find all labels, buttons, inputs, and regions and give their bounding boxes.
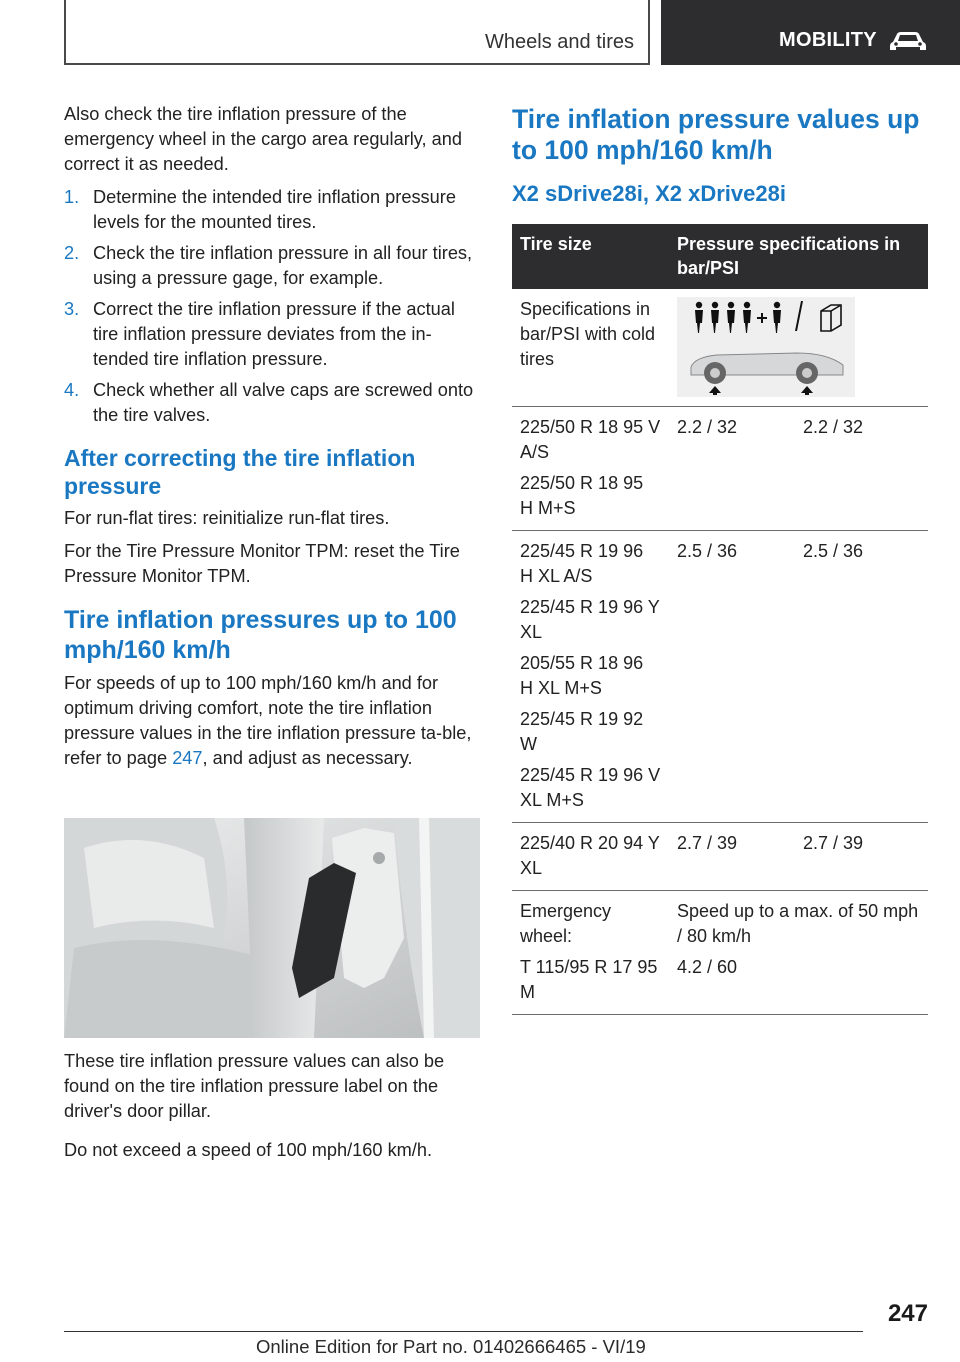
list-item-number: 2. — [64, 243, 80, 263]
table-row — [512, 823, 928, 891]
front-pressure-cell: 2.7 / 39 — [669, 823, 795, 891]
tire-size-cell — [512, 531, 669, 823]
car-icon — [889, 29, 927, 53]
tpm-paragraph: For the Tire Pressure Monitor TPM: reset the Tire Pressure Monitor TPM. — [64, 541, 460, 586]
emergency-wheel-label: Emergency wheel: — [520, 901, 612, 946]
footer-edition: Online Edition for Part no. 01402666465 - VI/19 — [256, 1336, 646, 1357]
occupants-luggage-icon — [677, 297, 855, 397]
pressure-table — [512, 224, 928, 1015]
left-column — [64, 102, 482, 779]
table-header-row — [512, 224, 928, 289]
list-item-number: 1. — [64, 187, 80, 207]
header-chapter-tab[interactable] — [661, 0, 960, 65]
rear-pressure-cell: 2.2 / 32 — [795, 407, 928, 531]
tire-size: 225/50 R 18 95 H M+S — [520, 473, 644, 518]
paragraph-text: , and adjust as necessary. — [202, 748, 413, 768]
paragraph-text: For speeds of up to 100 mph/160 km/h and for optimum driving comfort, note the tire inflation pressure values in the tire inflation pressure ta‐ble, refer to page — [64, 673, 472, 768]
pressure-values-heading: Tire inflation pressure values up to 100 mph/160 km/h — [512, 104, 920, 165]
tire-size: 225/40 R 20 94 Y XL — [520, 833, 660, 878]
tire-size: 205/55 R 18 96 H XL M+S — [520, 653, 644, 698]
left-column-lower — [64, 1049, 482, 1171]
rear-pressure-cell: 2.5 / 36 — [795, 531, 928, 823]
right-column — [512, 104, 928, 1015]
list-item — [64, 297, 482, 372]
table-row — [512, 531, 928, 823]
list-item — [64, 241, 482, 291]
column-header-pressure: Pressure specifications in bar/PSI — [669, 224, 928, 289]
list-item — [64, 378, 482, 428]
table-row — [512, 407, 928, 531]
list-item-text: Check the tire inflation pressure in all four tires, using a pressure gage, for example. — [93, 243, 473, 288]
emergency-pressure-value: 4.2 / 60 — [677, 957, 738, 977]
table-row — [512, 289, 928, 407]
table-row — [512, 891, 928, 1015]
intro-paragraph: Also check the tire inflation pressure of the emergency wheel in the cargo area regularly, and correct it as needed. — [64, 104, 462, 174]
after-correcting-heading: After correcting the tire inflation pressure — [64, 445, 416, 499]
door-pillar-illustration — [64, 818, 480, 1038]
front-pressure-cell: 2.2 / 32 — [669, 407, 795, 531]
tire-size: 225/45 R 19 96 Y XL — [520, 597, 660, 642]
list-item-number: 4. — [64, 380, 80, 400]
page-reference-link[interactable]: 247 — [172, 748, 203, 768]
spec-label-cell: Specifications in bar/PSI with cold tires — [512, 289, 669, 407]
pressures-up-to-heading: Tire inflation pressures up to 100 mph/160 km/h — [64, 606, 457, 664]
door-pillar-photo — [64, 818, 480, 1038]
list-item-text: Check whether all valve caps are screwed onto the tire valves. — [93, 380, 474, 425]
run-flat-paragraph: For run-flat tires: reinitialize run-flat tires. — [64, 508, 390, 528]
header-section-title: Wheels and tires — [485, 31, 634, 53]
tire-size: 225/50 R 18 95 V A/S — [520, 417, 661, 462]
column-header-tire-size: Tire size — [512, 224, 669, 289]
tire-size: 225/45 R 19 96 H XL A/S — [520, 541, 644, 586]
emergency-wheel-cell — [512, 891, 669, 1015]
footer-divider — [64, 1331, 863, 1332]
label-paragraph: These tire inflation pressure values can also be found on the tire inflation pressure label on the driver's door pillar. — [64, 1051, 445, 1121]
tire-size-cell — [512, 823, 669, 891]
header-section-box — [64, 0, 650, 65]
car-side-axles-icon — [691, 353, 843, 395]
steps-list — [64, 185, 482, 428]
emergency-speed-note: Speed up to a max. of 50 mph / 80 km/h — [677, 901, 919, 946]
page-number: 247 — [887, 1300, 928, 1327]
pressures-up-to-paragraph — [64, 671, 482, 771]
front-pressure-cell: 2.5 / 36 — [669, 531, 795, 823]
tire-size: 225/45 R 19 96 V XL M+S — [520, 765, 661, 810]
model-heading: X2 sDrive28i, X2 xDrive28i — [512, 181, 786, 206]
list-item-number: 3. — [64, 299, 80, 319]
tire-size-cell — [512, 407, 669, 531]
load-figure-cell — [669, 289, 928, 407]
emergency-wheel-size: T 115/95 R 17 95 M — [520, 957, 658, 1002]
speed-warning-paragraph: Do not exceed a speed of 100 mph/160 km/h. — [64, 1140, 433, 1160]
tire-size: 225/45 R 19 92 W — [520, 709, 644, 754]
load-figure — [677, 297, 855, 397]
rear-pressure-cell: 2.7 / 39 — [795, 823, 928, 891]
list-item-text: Determine the intended tire inflation pressure levels for the mounted tires. — [93, 187, 456, 232]
header-chapter-title: MOBILITY — [779, 29, 877, 51]
list-item-text: Correct the tire inflation pressure if the actual tire inflation pressure deviates from the in‐tended tire inflation pressure. — [93, 299, 455, 369]
emergency-pressure-cell — [669, 891, 928, 1015]
list-item — [64, 185, 482, 235]
